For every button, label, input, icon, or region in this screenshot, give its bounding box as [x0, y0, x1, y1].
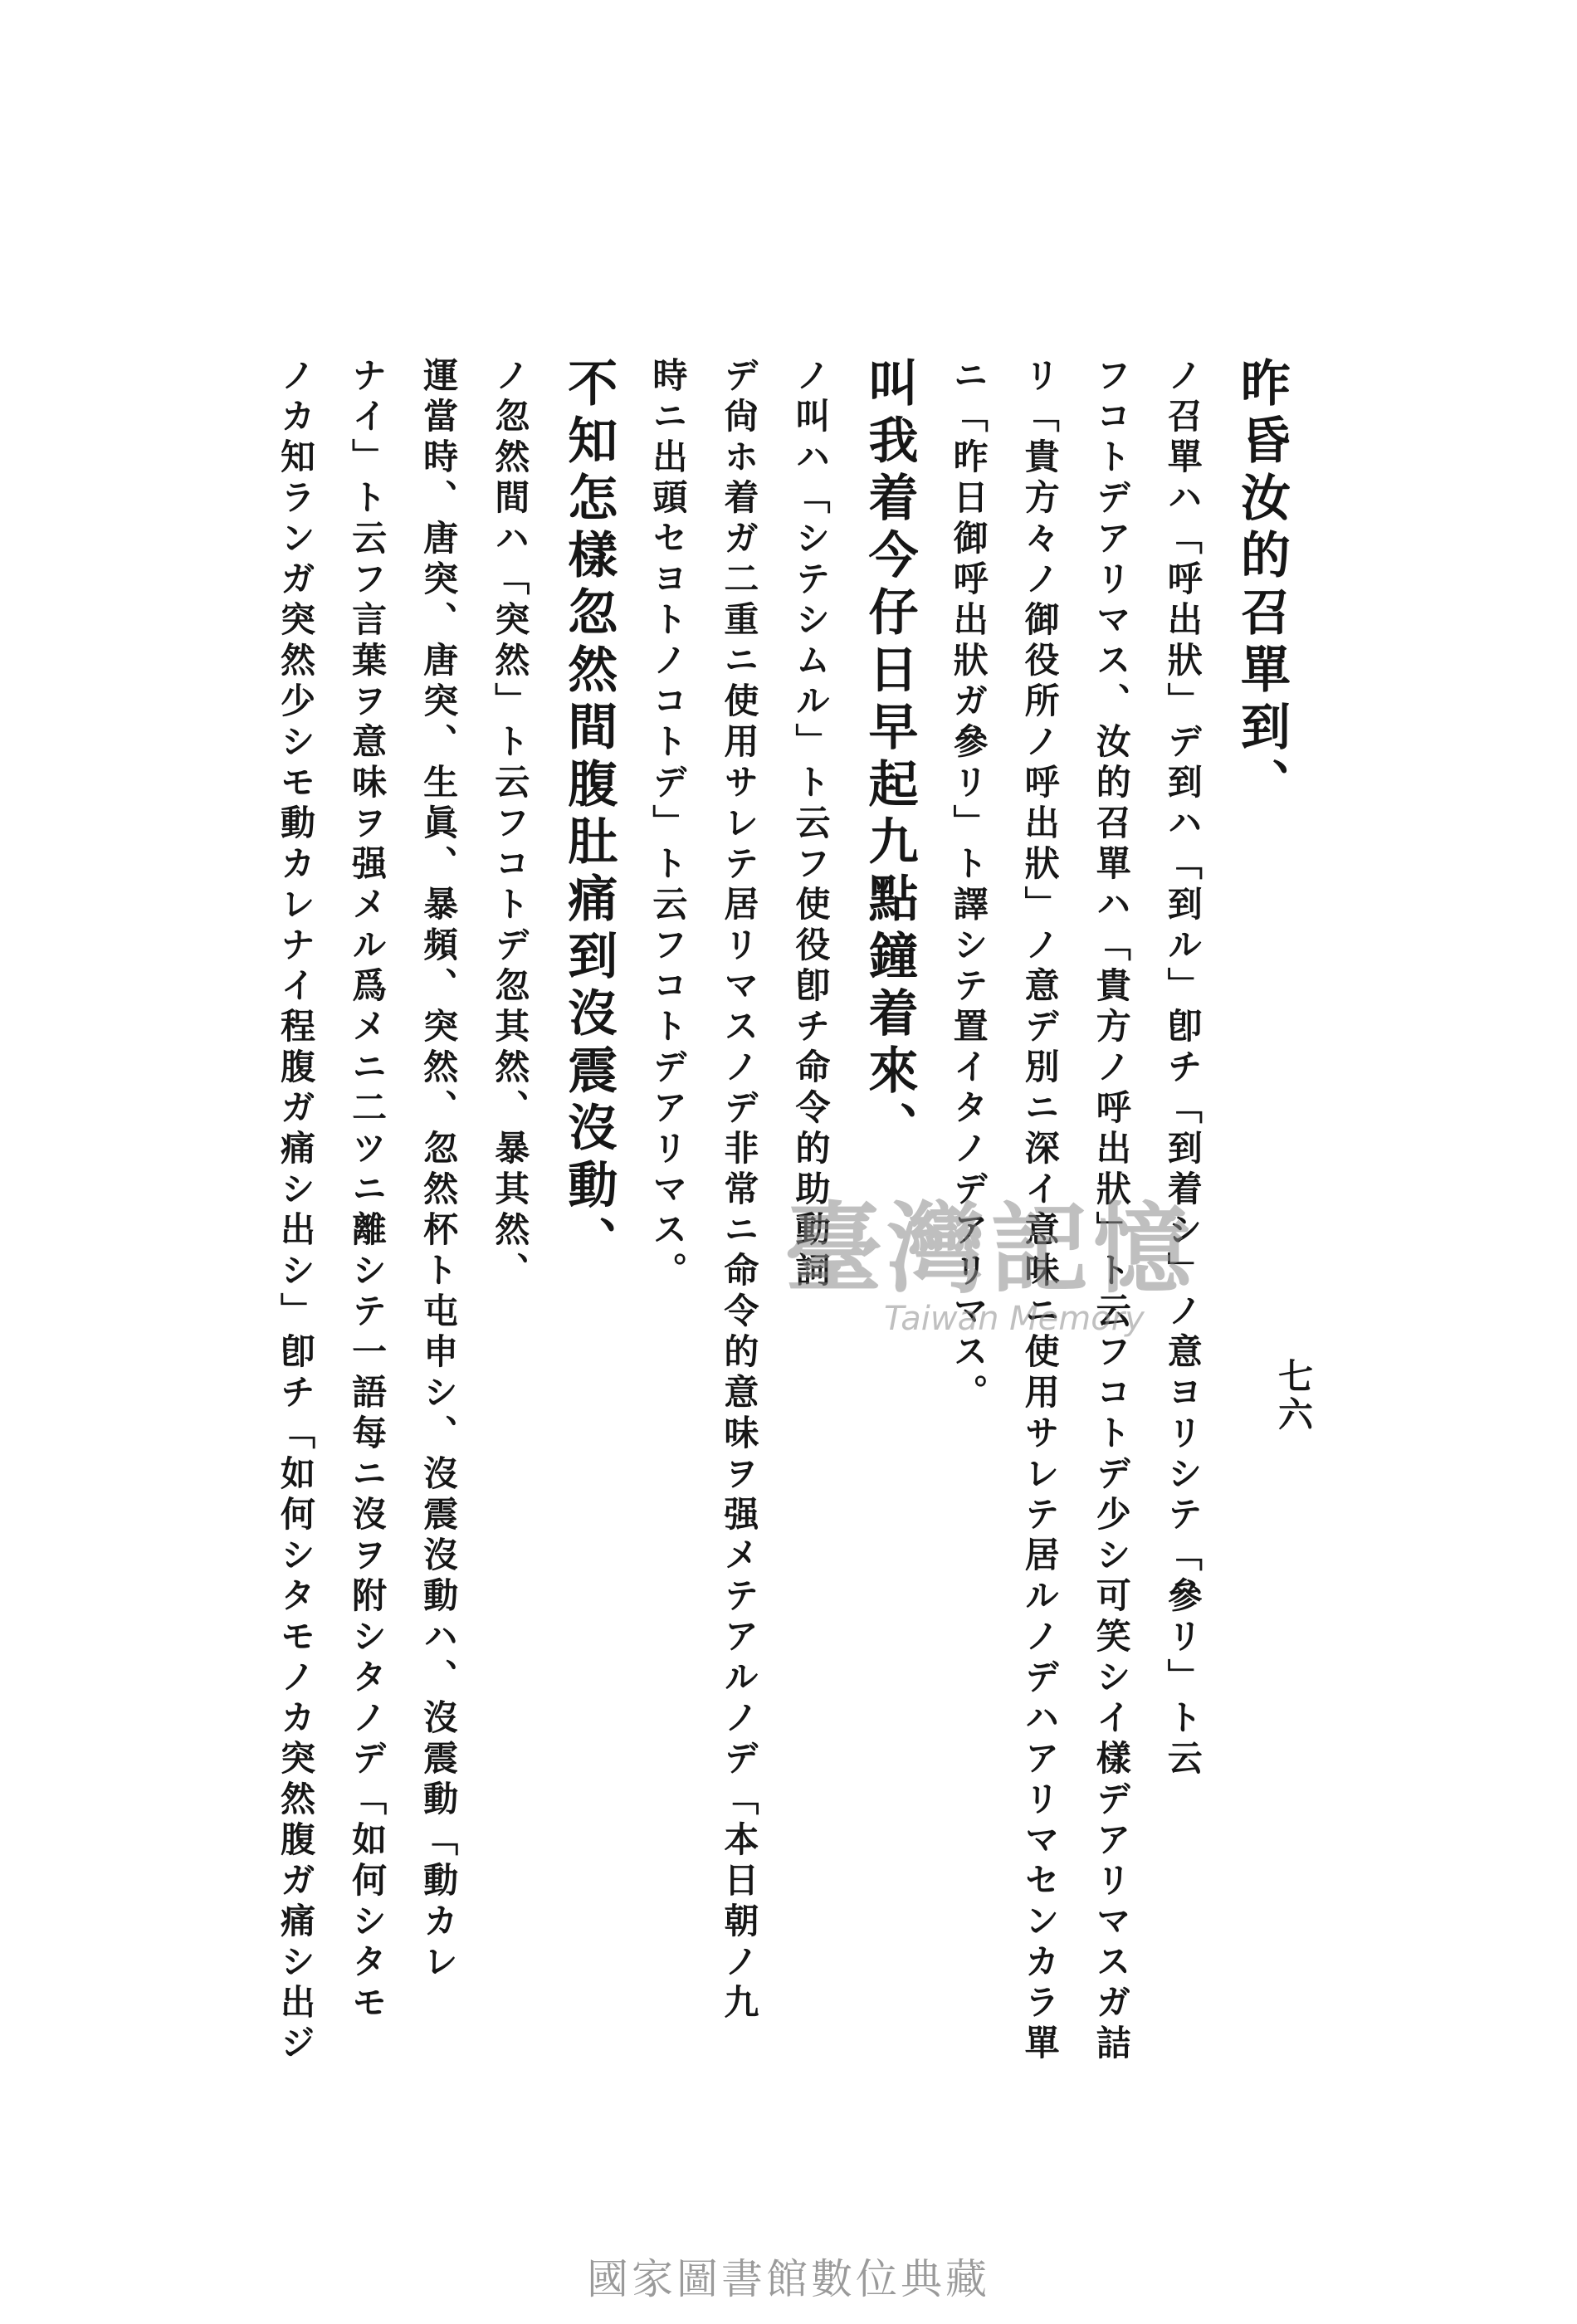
footer-archive-label: 國家圖書館數位典藏: [587, 2255, 990, 2303]
body-column: リ「貴方々ノ御役所ノ呼出狀」ノ意デ別ニ深イ意味ニ使用サレテ居ルノデハアリマセンカラ單: [1019, 357, 1061, 2065]
body-column: ノ叫ハ「シテシムル」ト云フ使役卽チ命令的助動詞: [790, 357, 832, 1292]
body-column: ナイ」ト云フ言葉ヲ意味ヲ强メル爲メニ二ツニ離シテ一語每ニ沒ヲ附シタノデ「如何シタモ: [347, 357, 388, 2024]
body-column: 時ニ出頭セヨトノコトデ」ト云フコトデアリマス。: [647, 357, 689, 1292]
body-column: ノ忽然間ハ「突然」ト云フコトデ忽其然、暴其然、: [490, 357, 531, 1292]
body-column: デ尙ホ着ガ二重ニ使用サレテ居リマスノデ非常ニ命令的意味ヲ强メテアルノデ「本日朝ノ九: [719, 357, 760, 2024]
body-column: ニ「昨日御呼出狀ガ參リ」ト譯シテ置イタノデアリマス。: [948, 357, 989, 1414]
vertical-text-block: [276, 357, 1291, 2065]
body-column: ノ召單ハ「呼出狀」デ到ハ「到ル」卽チ「到着シ」ノ意ヨリシテ「參リ」ト云: [1162, 357, 1204, 1780]
body-column: ノカ知ランガ突然少シモ動カレナイ程腹ガ痛シ出シ」卽チ「如何シタモノカ突然腹ガ痛シ出ジ: [276, 357, 316, 2065]
watermark-title: 臺灣記憶: [784, 1191, 1197, 1306]
headword-column: 昨昏汝的召單到、: [1232, 357, 1291, 815]
body-column: フコトデアリマス、汝的召單ハ「貴方ノ呼出狀」ト云フコトデ少シ可笑シイ樣デアリマスガ詰: [1091, 357, 1132, 2065]
watermark-subtitle: Taiwan Memory: [884, 1300, 1145, 1338]
headword-column: 不知怎樣忽然間腹肚痛到沒震沒動、: [559, 357, 618, 1273]
body-column: 運當時、唐突、唐突、生眞、暴頻、突然、忽然杯ト屯申シ、沒震沒動ハ、沒震動「動カレ: [418, 357, 460, 1984]
headword-column: 叫我着今仔日早起九點鐘着來、: [860, 357, 919, 1159]
page-number: 七六: [1273, 1358, 1314, 1434]
